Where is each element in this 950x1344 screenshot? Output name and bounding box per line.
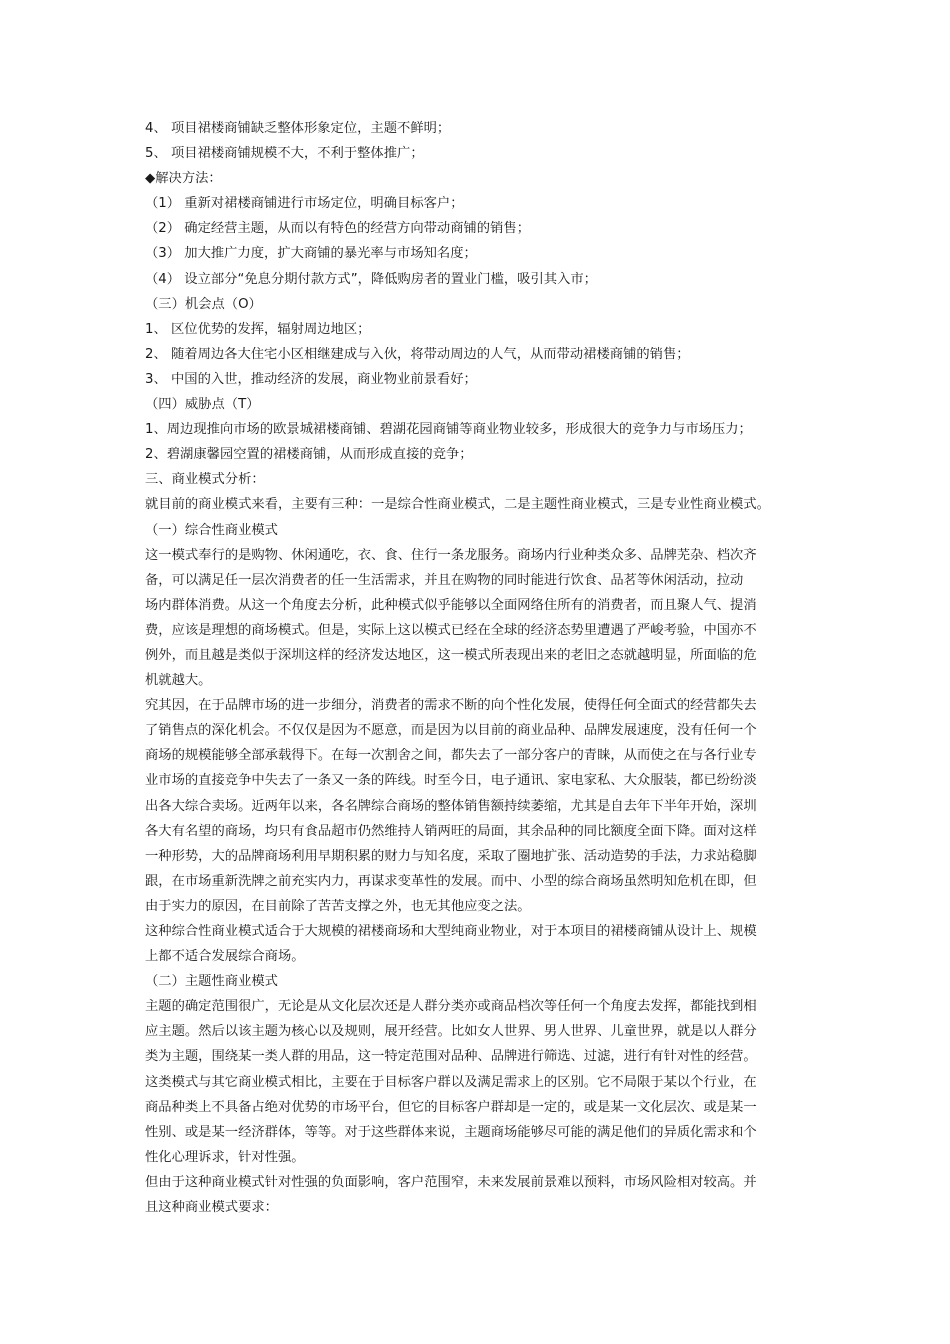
- paragraph-line: 究其因，在于品牌市场的进一步细分，消费者的需求不断的向个性化发展，使得任何全面式的经营都失去: [145, 698, 757, 714]
- threats-heading: （四）威胁点（T）: [145, 397, 260, 413]
- solution-item-2: （2） 确定经营主题，从而以有特色的经营方向带动商铺的销售；: [145, 221, 530, 237]
- solution-item-4: （4） 设立部分“免息分期付款方式”，降低购房者的置业门槛，吸引其入市；: [145, 271, 597, 287]
- paragraph-line: 各大有名望的商场，均只有食品超市仍然维持人销两旺的局面，其余品种的同比额度全面下降。面对这样: [145, 823, 757, 839]
- comprehensive-paragraph-1: [145, 543, 810, 694]
- opportunities-heading: （三）机会点（O）: [145, 296, 262, 312]
- opportunity-item-2: 2、 随着周边各大住宅小区相继建成与入伙，将带动周边的人气，从而带动裙楼商铺的销售；: [145, 346, 690, 362]
- paragraph-line: 场内群体消费。从这一个角度去分析，此种模式似乎能够以全面网络住所有的消费者，而且聚人气、提消: [145, 597, 757, 613]
- weakness-item-4: 4、 项目裙楼商铺缺乏整体形象定位，主题不鲜明；: [145, 121, 451, 136]
- thematic-paragraph-2: [145, 1170, 810, 1220]
- paragraph-line: 费，应该是理想的商场模式。但是，实际上这以模式已经在全球的经济态势里遭遇了严峻考验，中国亦不: [145, 622, 757, 638]
- paragraph-line: 性化心理诉求，针对性强。: [145, 1149, 305, 1165]
- comprehensive-paragraph-3: [145, 919, 810, 969]
- weakness-item-5: 5、 项目裙楼商铺规模不大，不利于整体推广；: [145, 146, 424, 162]
- paragraph-line: 机就越大。: [145, 673, 212, 689]
- paragraph-line: 出各大综合卖场。近两年以来，各名牌综合商场的整体销售额持续萎缩，尤其是自去年下半年开始，深圳: [145, 798, 757, 814]
- paragraph-line: 上都不适合发展综合商场。: [145, 949, 305, 965]
- paragraph-line: 一种形势，大的品牌商场利用早期积累的财力与知名度，采取了圈地扩张、活动造势的手法，力求站稳脚: [145, 848, 757, 864]
- threat-item-2: 2、碧湖康馨园空置的裙楼商铺，从而形成直接的竞争；: [145, 447, 473, 463]
- solution-heading: ◆解决方法：: [145, 171, 222, 187]
- paragraph-line: 应主题。然后以该主题为核心以及规则，展开经营。比如女人世界、男人世界、儿童世界，就是以人群分: [145, 1024, 757, 1040]
- paragraph-line: 但由于这种商业模式针对性强的负面影响，客户范围窄，未来发展前景难以预料，市场风险相对较高。并: [145, 1174, 757, 1190]
- paragraph-line: 性别、或是某一经济群体，等等。对于这些群体来说，主题商场能够尽可能的满足他们的异质化需求和个: [145, 1124, 757, 1140]
- opportunity-item-3: 3、 中国的入世，推动经济的发展，商业物业前景看好；: [145, 371, 477, 387]
- thematic-heading: （二）主题性商业模式: [145, 974, 278, 990]
- paragraph-line: 这类模式与其它商业模式相比，主要在于目标客户群以及满足需求上的区别。它不局限于某以个行业，在: [145, 1074, 757, 1090]
- paragraph-line: 商品种类上不具备占绝对优势的市场平台，但它的目标客户群却是一定的，或是某一文化层次、或是某一: [145, 1099, 757, 1115]
- paragraph-line: 了销售点的深化机会。不仅仅是因为不愿意，而是因为以目前的商业品种、品牌发展速度，没有任何一个: [145, 723, 757, 739]
- paragraph-line: 类为主题，围绕某一类人群的用品，这一特定范围对品种、品牌进行筛选、过滤，进行有针对性的经营。: [145, 1049, 757, 1065]
- paragraph-line: 跟，在市场重新洗牌之前充实内力，再谋求变革性的发展。而中、小型的综合商场虽然明知危机在即，但: [145, 873, 757, 889]
- document-page: [145, 116, 810, 1220]
- threat-item-1: 1、周边现推向市场的欧景城裙楼商铺、碧湖花园商铺等商业物业较多，形成很大的竞争力与市场压力；: [145, 422, 752, 438]
- paragraph-line: 商场的规模能够全部承载得下。在每一次割舍之间，都失去了一部分客户的青睐，从而使之在与各行业专: [145, 748, 757, 764]
- solution-item-1: （1） 重新对裙楼商铺进行市场定位，明确目标客户；: [145, 196, 464, 212]
- paragraph-line: 备，可以满足任一层次消费者的任一生活需求，并且在购物的同时能进行饮食、品茗等休闲活动，拉动: [145, 572, 744, 588]
- paragraph-line: 这种综合性商业模式适合于大规模的裙楼商场和大型纯商业物业，对于本项目的裙楼商铺从设计上、规模: [145, 924, 757, 939]
- analysis-heading: 三、商业模式分析：: [145, 472, 265, 488]
- paragraph-line: 由于实力的原因，在目前除了苦苦支撑之外，也无其他应变之法。: [145, 898, 531, 914]
- paragraph-line: 这一模式奉行的是购物、休闲通吃，衣、食、住行一条龙服务。商场内行业种类众多、品牌芜杂、档次齐: [145, 547, 757, 563]
- thematic-paragraph-1: [145, 994, 810, 1170]
- paragraph-line: 例外，而且越是类似于深圳这样的经济发达地区，这一模式所表现出来的老旧之态就越明显，所面临的危: [145, 647, 757, 663]
- comprehensive-heading: （一）综合性商业模式: [145, 522, 278, 538]
- paragraph-line: 且这种商业模式要求：: [145, 1200, 278, 1216]
- comprehensive-paragraph-2: [145, 693, 810, 919]
- paragraph-line: 业市场的直接竞争中失去了一条又一条的阵线。时至今日，电子通讯、家电家私、大众服装，都已纷纷淡: [145, 773, 757, 789]
- opportunity-item-1: 1、 区位优势的发挥，辐射周边地区；: [145, 321, 371, 337]
- paragraph-line: 主题的确定范围很广，无论是从文化层次还是人群分类亦或商品档次等任何一个角度去发挥，都能找到相: [145, 999, 757, 1015]
- solution-item-3: （3） 加大推广力度，扩大商铺的暴光率与市场知名度；: [145, 246, 477, 262]
- analysis-intro: 就目前的商业模式来看，主要有三种：一是综合性商业模式，二是主题性商业模式，三是专业性商业模式。: [145, 497, 770, 513]
